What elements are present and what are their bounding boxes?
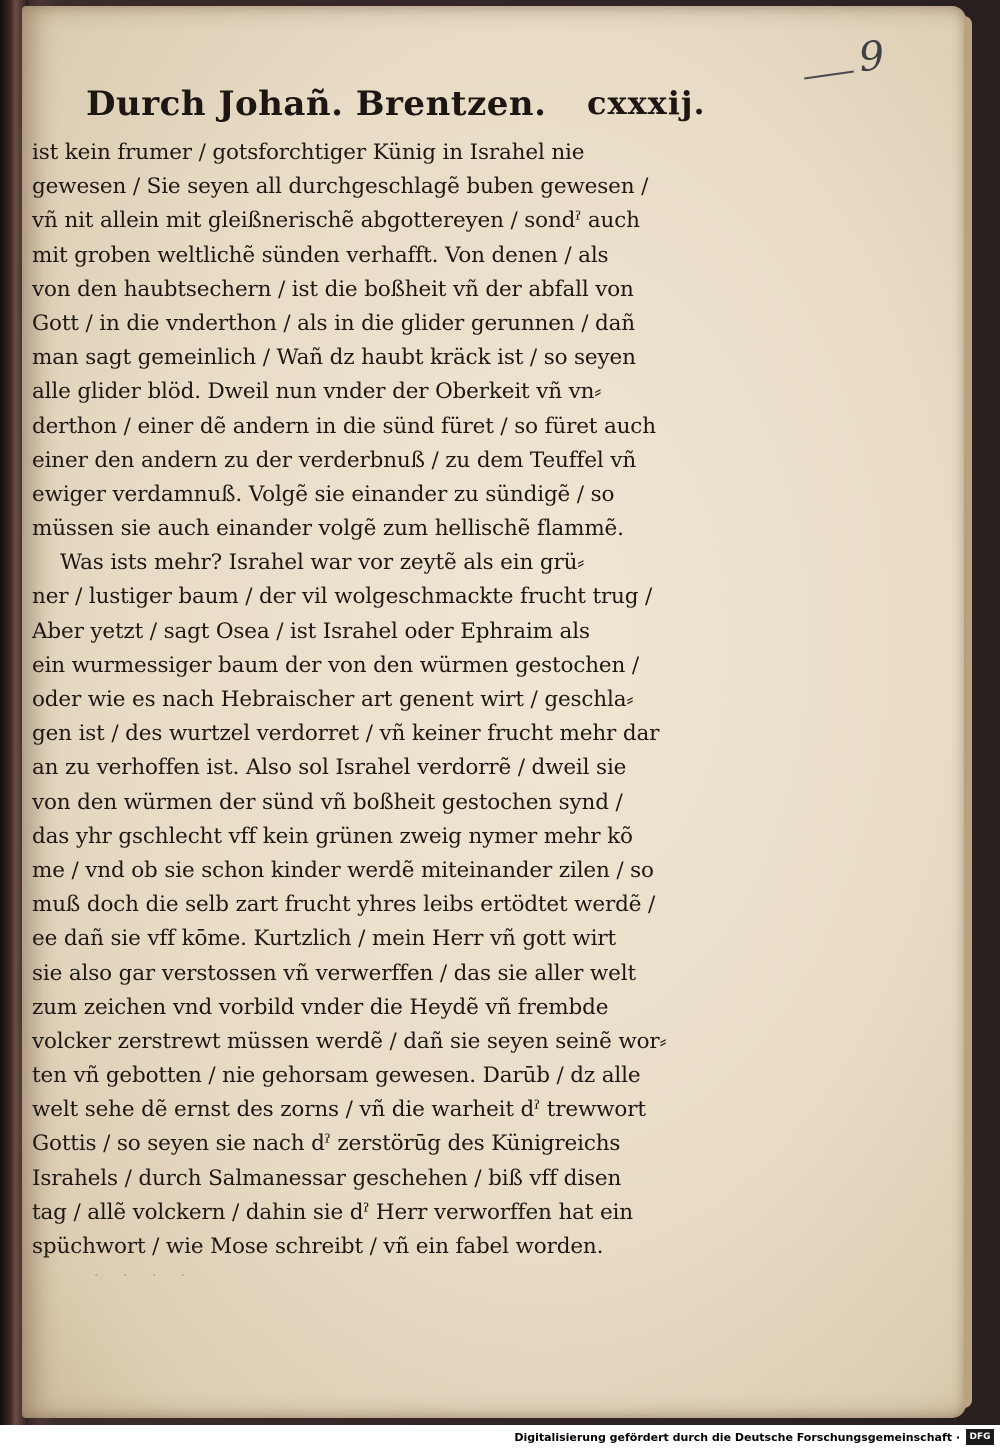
text-line: muß doch die selb zart frucht yhres leibs ertödtet werdẽ / [32, 892, 656, 918]
text-line: sie also gar verstossen vñ verwerffen / das sie aller welt [32, 960, 636, 986]
text-line: Gottis / so seyen sie nach dˀ zerstörūg des Künigreichs [32, 1131, 621, 1157]
text-line: man sagt gemeinlich / Wañ dz haubt kräck ist / so seyen [32, 345, 636, 371]
text-line: vñ nit allein mit gleißnerischẽ abgottereyen / sondˀ auch [32, 208, 640, 234]
text-line: spüchwort / wie Mose schreibt / vñ ein fabel worden. [32, 1234, 604, 1259]
dfg-logo: DFG [966, 1429, 994, 1445]
text-line: mit groben weltlichẽ sünden verhafft. Von denen / als [32, 242, 609, 268]
text-line: an zu verhoffen ist. Also sol Israhel verdorrẽ / dweil sie [32, 755, 627, 781]
text-line: derthon / einer dẽ andern in die sünd füret / so füret auch [32, 413, 656, 439]
text-line: gen ist / des wurtzel verdorret / vñ keiner frucht mehr dar [32, 721, 660, 747]
text-line: me / vnd ob sie schon kinder werdẽ miteinander zilen / so [32, 857, 654, 883]
text-line: ten vñ gebotten / nie gehorsam gewesen. Darūb / dz alle [32, 1063, 641, 1089]
text-line: von den würmen der sünd vñ boßheit gestochen synd / [32, 789, 623, 815]
text-line: Aber yetzt / sagt Osea / ist Israhel oder Ephraim als [32, 618, 590, 644]
text-line: alle glider blöd. Dweil nun vnder der Oberkeit vñ vn⸗ [32, 379, 602, 405]
text-line: oder wie es nach Hebraischer art genent wirt / geschla⸗ [32, 687, 634, 712]
running-title: Durch Johañ. Brentzen. [86, 84, 547, 124]
footer-strip [0, 1425, 1000, 1452]
text-line: welt sehe dẽ ernst des zorns / vñ die warheit dˀ trewwort [32, 1097, 646, 1123]
text-line: müssen sie auch einander volgẽ zum hellischẽ flammẽ. [32, 516, 624, 542]
text-line: Israhels / durch Salmanessar geschehen / biß vff disen [32, 1165, 622, 1191]
text-line: ist kein frumer / gotsforchtiger Künig in Israhel nie [32, 140, 585, 165]
text-line: gewesen / Sie seyen all durchgeschlagẽ buben gewesen / [32, 174, 649, 200]
text-block [32, 136, 732, 1264]
text-line: ewiger verdamnuß. Volgẽ sie einander zu sündigẽ / so [32, 481, 615, 507]
running-head [62, 84, 706, 134]
text-line: Gott / in die vnderthon / als in die glider gerunnen / dañ [32, 310, 635, 336]
page-edge [964, 16, 972, 1408]
text-line: ee dañ sie vff kōme. Kurtzlich / mein Herr vñ gott wirt [32, 926, 617, 952]
folio-underline [804, 71, 854, 80]
text-line: volcker zerstrewt müssen werdẽ / dañ sie seyen seinẽ wor⸗ [32, 1028, 667, 1054]
text-line: tag / allẽ volckern / dahin sie dˀ Herr verworffen hat ein [32, 1199, 633, 1225]
text-line: von den haubtsechern / ist die boßheit vñ der abfall von [32, 276, 634, 302]
paragraph-start-line: Was ists mehr? Israhel war vor zeytẽ als ein grü⸗ [60, 550, 585, 576]
text-line: ner / lustiger baum / der vil wolgeschmackte frucht trug / [32, 584, 653, 610]
text-line: zum zeichen vnd vorbild vnder die Heydẽ vñ frembde [32, 994, 609, 1020]
text-line: das yhr gschlecht vff kein grünen zweig nymer mehr kõ [32, 823, 633, 849]
ornament-dots: · · · · [94, 1268, 196, 1284]
leaf-number: cxxxij. [587, 84, 706, 122]
handwritten-folio-number: 9 [856, 32, 887, 82]
text-line: einer den andern zu der verderbnuß / zu dem Teuffel vñ [32, 447, 637, 473]
book-page [22, 6, 966, 1418]
text-line: ein wurmessiger baum der von den würmen gestochen / [32, 652, 639, 678]
funding-credit: Digitalisierung gefördert durch die Deutsche Forschungsgemeinschaft · [514, 1431, 960, 1444]
